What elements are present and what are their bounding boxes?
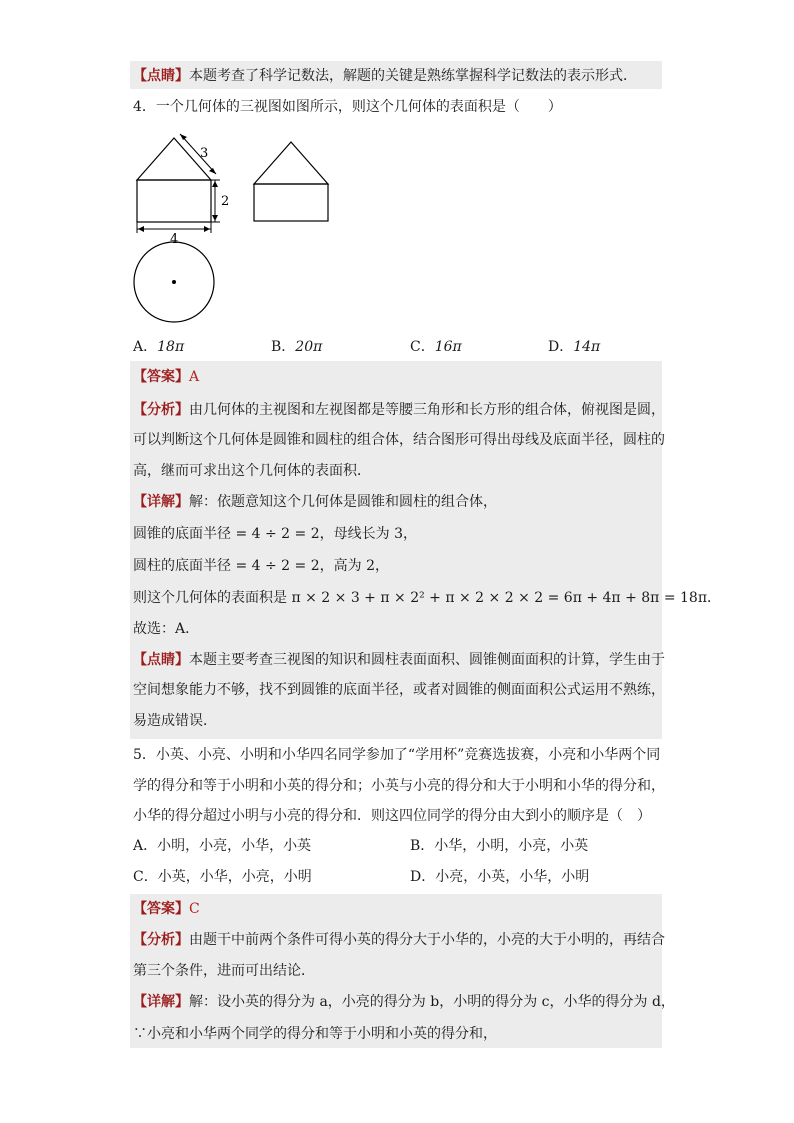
front-view-rect — [137, 180, 211, 222]
tip-tag: 【点睛】 — [133, 68, 189, 84]
q5-analysis-line-2: 第三个条件，进而可出结论． — [133, 963, 315, 979]
q5-option-a[interactable]: A．小明，小亮，小华，小英 — [133, 838, 312, 854]
q4-analysis-line-3: 高，继而可求出这个几何体的表面积． — [133, 463, 371, 479]
side-view-rect — [254, 184, 328, 221]
tip-text: 本题考查了科学记数法，解题的关键是熟练掌握科学记数法的表示形式． — [189, 68, 637, 84]
q4-option-b[interactable]: B．20π — [271, 339, 323, 355]
analysis-tag: 【分析】 — [133, 932, 189, 948]
q5-stem-line-2: 学的得分和等于小明和小英的得分和；小英与小亮的得分和大于小明和小华的得分和， — [133, 778, 665, 794]
three-view-figure — [130, 128, 330, 356]
answer-tag: 【答案】 — [133, 369, 189, 385]
q4-detail-line-1: 【详解】解：依题意知这个几何体是圆锥和圆柱的组合体， — [133, 494, 497, 510]
slant-label: 3 — [200, 146, 209, 161]
height-arrow-top — [212, 181, 218, 187]
slant-arrow-top — [180, 134, 187, 140]
q4-option-d[interactable]: D．14π — [548, 339, 601, 355]
q5-option-b[interactable]: B．小华，小明，小亮，小英 — [410, 838, 589, 854]
q5-detail-line-2: ∵小亮和小华两个同学的得分和等于小明和小英的得分和， — [133, 1026, 497, 1042]
q5-stem-line-3: 小华的得分超过小明与小亮的得分和．则这四位同学的得分由大到小的顺序是（ ） — [133, 808, 651, 824]
q4-tip-line-1: 【点睛】本题主要考查三视图的知识和圆柱表面面积、圆锥侧面面积的计算，学生由于 — [133, 652, 665, 668]
q4-detail-line-5: 故选：A． — [133, 621, 200, 637]
slant-arrow-bottom — [209, 168, 216, 174]
q4-analysis-line-2: 可以判断这个几何体是圆锥和圆柱的组合体，结合图形可得出母线及底面半径，圆柱的 — [133, 432, 665, 448]
q5-stem-line-1: 5．小英、小亮、小明和小华四名同学参加了“学用杯”竞赛选拔赛，小亮和小华两个同 — [133, 747, 661, 763]
width-arrow-left — [138, 226, 144, 232]
q4-tip-line-2: 空间想象能力不够，找不到圆锥的底面半径，或者对圆锥的侧面面积公式运用不熟练， — [133, 682, 665, 698]
q4-answer — [133, 367, 199, 387]
tip-tag: 【点睛】 — [133, 652, 189, 668]
q3-tip — [133, 66, 637, 86]
q5-answer — [133, 899, 200, 919]
detail-tag: 【详解】 — [133, 494, 189, 510]
side-view-triangle — [254, 142, 328, 184]
width-label: 4 — [170, 232, 179, 247]
width-arrow-right — [204, 226, 210, 232]
height-arrow-bottom — [212, 215, 218, 221]
answer-value: A — [189, 369, 200, 385]
analysis-tag: 【分析】 — [133, 402, 189, 418]
q4-option-c[interactable]: C．16π — [410, 339, 462, 355]
answer-value: C — [189, 901, 200, 917]
q4-tip-line-3: 易造成错误． — [133, 713, 217, 729]
q5-analysis-line-1: 【分析】由题干中前两个条件可得小英的得分大于小华的，小亮的大于小明的，再结合 — [133, 932, 665, 948]
q4-detail-line-2: 圆锥的底面半径 = 4 ÷ 2 = 2，母线长为 3， — [133, 526, 417, 542]
q4-detail-line-3: 圆柱的底面半径 = 4 ÷ 2 = 2，高为 2， — [133, 558, 389, 574]
q4-option-a[interactable]: A．18π — [133, 339, 185, 355]
answer-tag: 【答案】 — [133, 901, 189, 917]
q4-analysis-line-1: 【分析】由几何体的主视图和左视图都是等腰三角形和长方形的组合体，俯视图是圆， — [133, 402, 665, 418]
q5-detail-line-1: 【详解】解：设小英的得分为 a，小亮的得分为 b，小明的得分为 c，小华的得分为 d， — [133, 994, 675, 1010]
top-view-center-dot — [172, 280, 176, 284]
slant-dimension-line — [180, 134, 216, 174]
q4-detail-line-4: 则这个几何体的表面积是 π × 2 × 3 + π × 2² + π × 2 × 2 × 2 = 6π + 4π + 8π = 18π． — [133, 590, 722, 606]
q4-stem: 4．一个几何体的三视图如图所示，则这个几何体的表面积是（ ） — [133, 99, 562, 115]
q5-option-d[interactable]: D．小亮，小英，小华，小明 — [410, 869, 590, 885]
height-label: 2 — [221, 194, 230, 209]
q5-option-c[interactable]: C．小英，小华，小亮，小明 — [133, 869, 312, 885]
detail-tag: 【详解】 — [133, 994, 189, 1010]
